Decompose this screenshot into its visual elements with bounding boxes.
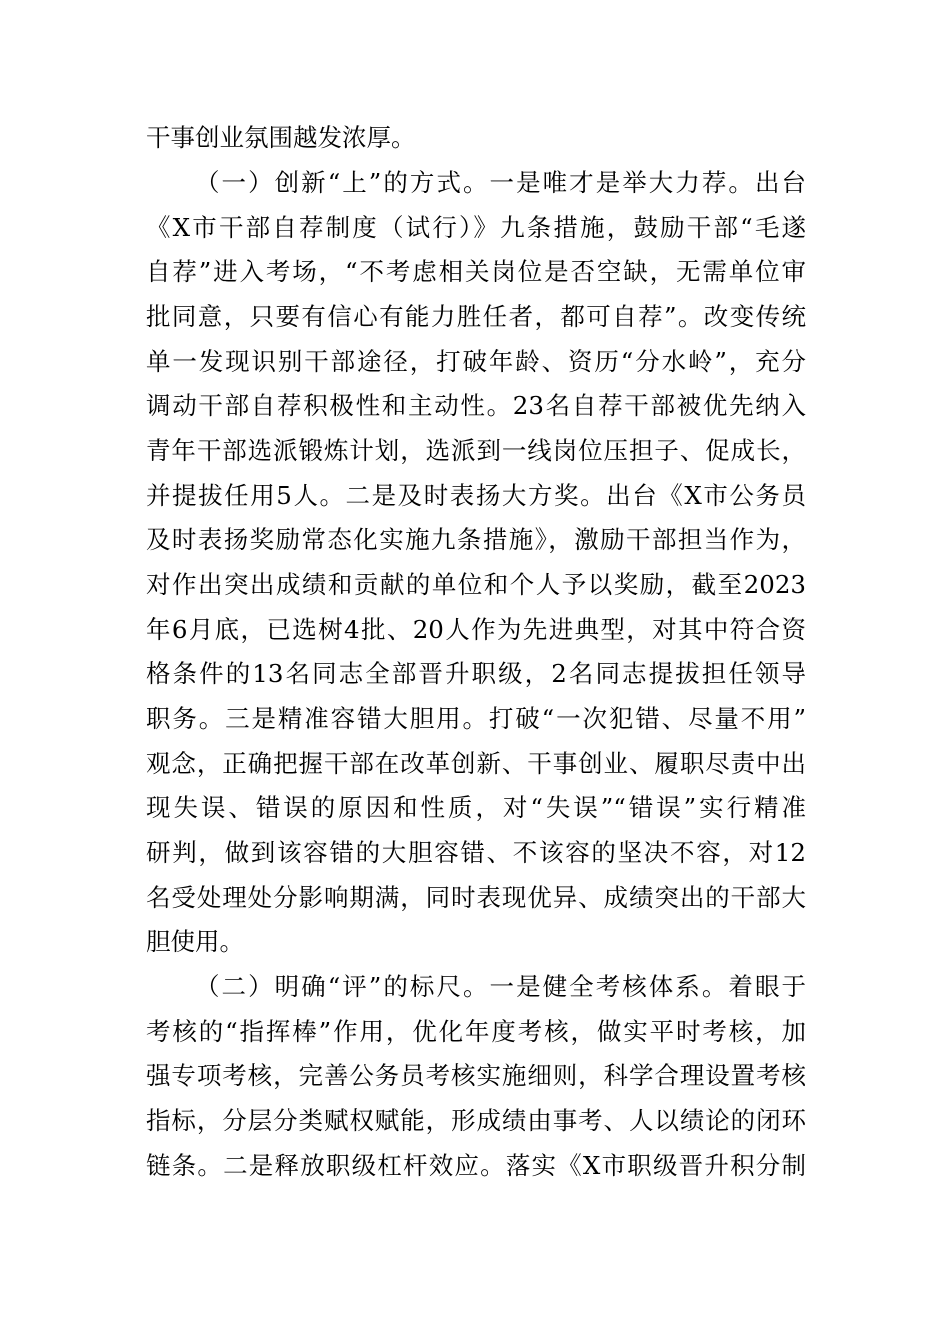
text-line: 年6月底，已选树4批、20人作为先进典型，对其中符合资 bbox=[146, 615, 806, 644]
text-line: 调动干部自荐积极性和主动性。23名自荐干部被优先纳入 bbox=[146, 391, 806, 420]
text-line: （一）创新“上”的方式。一是唯才是举大力荐。出台 bbox=[195, 168, 806, 197]
text-line: （二）明确“评”的标尺。一是健全考核体系。着眼于 bbox=[195, 972, 806, 1001]
text-line: 对作出突出成绩和贡献的单位和个人予以奖励，截至2023 bbox=[146, 570, 806, 599]
text-line: 胆使用。 bbox=[146, 927, 244, 956]
text-line: 《X市干部自荐制度（试行）》九条措施，鼓励干部“毛遂 bbox=[146, 213, 806, 242]
text-line: 干事创业氛围越发浓厚。 bbox=[146, 123, 416, 152]
text-line: 指标，分层分类赋权赋能，形成绩由事考、人以绩论的闭环 bbox=[146, 1106, 806, 1135]
text-line: 现失误、错误的原因和性质，对“失误”“错误”实行精准 bbox=[146, 793, 806, 822]
text-line: 名受处理处分影响期满，同时表现优异、成绩突出的干部大 bbox=[146, 883, 806, 912]
text-line: 并提拔任用5人。二是及时表扬大方奖。出台《X市公务员 bbox=[146, 481, 806, 510]
text-line: 格条件的13名同志全部晋升职级，2名同志提拔担任领导 bbox=[146, 659, 806, 688]
text-line: 观念，正确把握干部在改革创新、干事创业、履职尽责中出 bbox=[146, 749, 806, 778]
text-line: 研判，做到该容错的大胆容错、不该容的坚决不容，对12 bbox=[146, 838, 806, 867]
text-line: 及时表扬奖励常态化实施九条措施》，激励干部担当作为， bbox=[146, 525, 806, 554]
text-line: 自荐”进入考场，“不考虑相关岗位是否空缺，无需单位审 bbox=[146, 257, 806, 286]
text-line: 批同意，只要有信心有能力胜任者，都可自荐”。改变传统 bbox=[146, 302, 806, 331]
text-line: 青年干部选派锻炼计划，选派到一线岗位压担子、促成长， bbox=[146, 436, 806, 465]
text-line: 单一发现识别干部途径，打破年龄、资历“分水岭”，充分 bbox=[146, 347, 806, 376]
text-line: 考核的“指挥棒”作用，优化年度考核，做实平时考核，加 bbox=[146, 1017, 806, 1046]
text-line: 链条。二是释放职级杠杆效应。落实《X市职级晋升积分制 bbox=[146, 1151, 806, 1180]
text-line: 强专项考核，完善公务员考核实施细则，科学合理设置考核 bbox=[146, 1061, 806, 1090]
text-line: 职务。三是精准容错大胆用。打破“一次犯错、尽量不用” bbox=[146, 704, 806, 733]
